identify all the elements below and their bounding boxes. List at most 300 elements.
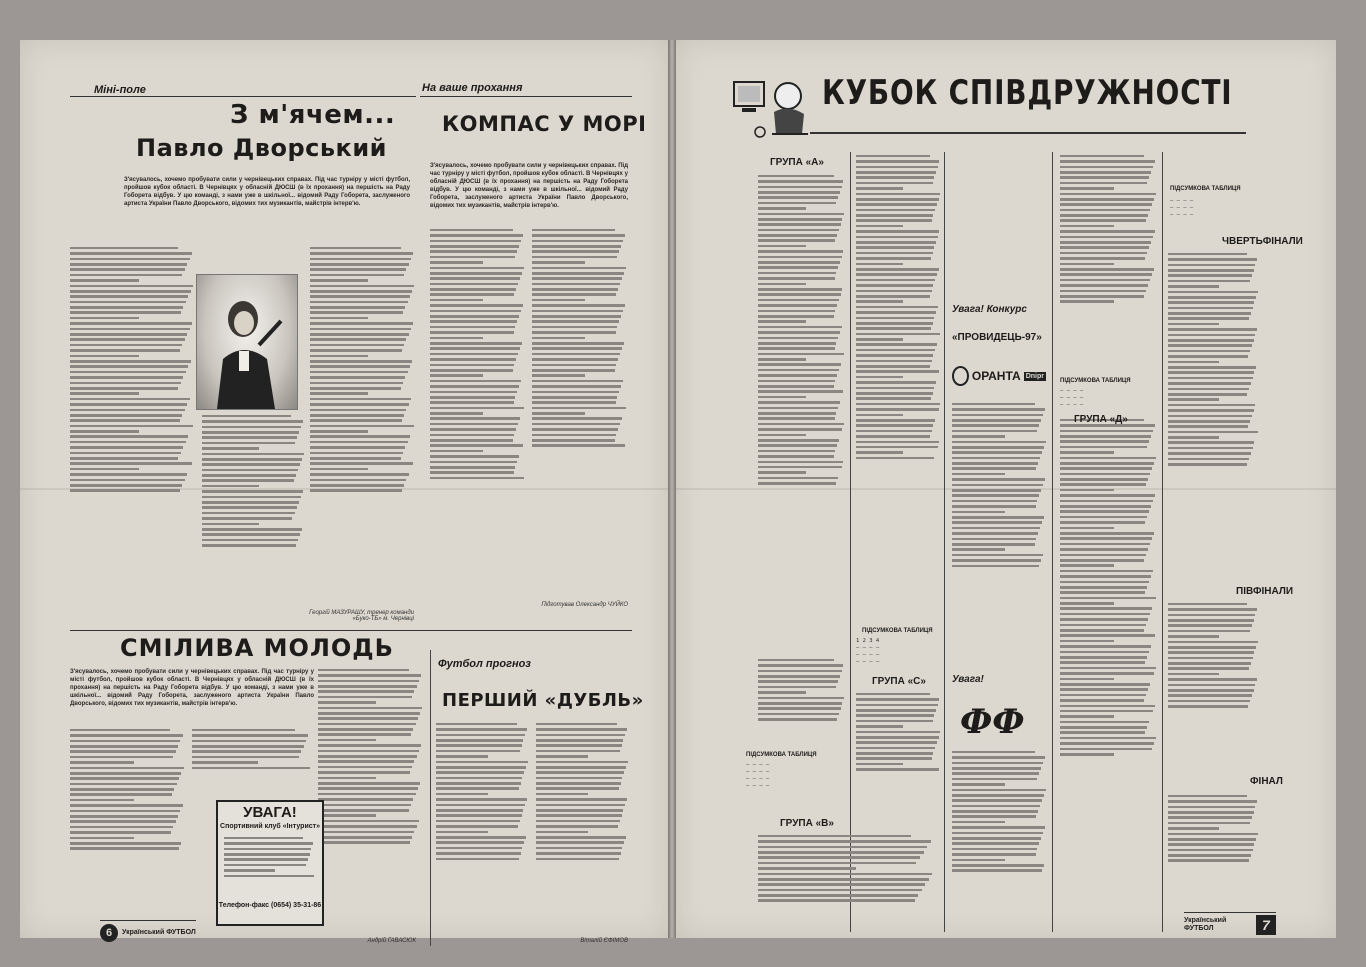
logo-ukr-football-left	[100, 920, 196, 945]
text-line-placeholder	[856, 720, 933, 723]
text-line-placeholder	[202, 415, 291, 418]
text-line-placeholder	[856, 241, 936, 244]
text-line-placeholder	[310, 371, 408, 374]
text-line-placeholder	[310, 333, 409, 336]
text-line-placeholder	[536, 755, 588, 758]
text-line-placeholder	[1168, 258, 1257, 261]
ad-club: Спортивний клуб «Інтурист»	[220, 823, 320, 830]
text-line-placeholder	[70, 750, 176, 753]
rubric-mini-pole: Міні-поле	[94, 84, 146, 96]
text-line-placeholder	[70, 826, 173, 829]
text-line-placeholder	[70, 279, 139, 282]
text-line-placeholder	[430, 466, 515, 469]
text-line-placeholder	[70, 430, 139, 433]
text-line-placeholder	[758, 326, 842, 329]
text-line-placeholder	[1060, 742, 1154, 745]
group-b-column	[758, 832, 936, 942]
text-line-placeholder	[1060, 629, 1144, 632]
text-line-placeholder	[1168, 312, 1251, 315]
text-line-placeholder	[1168, 635, 1219, 638]
text-line-placeholder	[856, 257, 931, 260]
text-line-placeholder	[430, 245, 519, 248]
text-line-placeholder	[532, 315, 621, 318]
text-line-placeholder	[70, 328, 190, 331]
text-line-placeholder	[318, 825, 417, 828]
text-line-placeholder	[1168, 415, 1252, 418]
text-line-placeholder	[224, 837, 303, 840]
text-line-placeholder	[758, 390, 843, 393]
text-line-placeholder	[310, 430, 368, 433]
text-line-placeholder	[758, 412, 836, 415]
text-line-placeholder	[532, 245, 621, 248]
text-line-placeholder	[70, 462, 192, 465]
text-line-placeholder	[952, 772, 1039, 775]
text-line-placeholder	[1060, 721, 1149, 724]
text-line-placeholder	[952, 815, 1036, 818]
text-line-placeholder	[1060, 694, 1146, 697]
text-line-placeholder	[1060, 236, 1153, 239]
text-line-placeholder	[532, 364, 616, 367]
text-line-placeholder	[430, 310, 521, 313]
text-line-placeholder	[1168, 624, 1252, 627]
text-line-placeholder	[436, 793, 488, 796]
text-line-placeholder	[532, 396, 617, 399]
text-line-placeholder	[536, 831, 588, 834]
text-line-placeholder	[1168, 619, 1254, 622]
text-line-placeholder	[952, 451, 1042, 454]
text-line-placeholder	[952, 521, 1042, 524]
text-line-placeholder	[1168, 843, 1254, 846]
double-column-2	[536, 720, 630, 934]
text-line-placeholder	[758, 707, 841, 710]
text-line-placeholder	[436, 804, 525, 807]
text-line-placeholder	[1168, 806, 1255, 809]
text-line-placeholder	[430, 391, 517, 394]
text-line-placeholder	[310, 360, 412, 363]
text-line-placeholder	[1168, 274, 1252, 277]
text-line-placeholder	[310, 311, 403, 314]
text-line-placeholder	[532, 250, 619, 253]
text-line-placeholder	[1060, 505, 1151, 508]
divider-2	[944, 152, 945, 932]
text-line-placeholder	[952, 516, 1044, 519]
text-line-placeholder	[310, 322, 413, 325]
text-line-placeholder	[310, 338, 406, 341]
text-line-placeholder	[856, 203, 937, 206]
text-line-placeholder	[310, 349, 402, 352]
text-line-placeholder	[758, 374, 837, 377]
text-line-placeholder	[1060, 688, 1148, 691]
headline-line-1: З м'ячем...	[230, 100, 396, 130]
text-line-placeholder	[1168, 334, 1255, 337]
text-line-placeholder	[436, 739, 523, 742]
text-line-placeholder	[952, 484, 1043, 487]
oranta-logo	[952, 358, 1046, 394]
text-line-placeholder	[1060, 699, 1144, 702]
text-line-placeholder	[758, 680, 838, 683]
text-line-placeholder	[758, 175, 834, 178]
quarterfinals-column	[1168, 250, 1260, 580]
text-line-placeholder	[1168, 388, 1249, 391]
text-line-placeholder	[430, 455, 519, 458]
notice-heading: Увага!	[952, 674, 984, 685]
text-line-placeholder	[856, 160, 939, 163]
text-line-placeholder	[758, 889, 922, 892]
group-b-prelude	[758, 656, 846, 756]
text-line-placeholder	[532, 428, 618, 431]
text-line-placeholder	[758, 851, 924, 854]
text-line-placeholder	[318, 793, 416, 796]
text-line-placeholder	[952, 837, 1041, 840]
text-line-placeholder	[952, 826, 1045, 829]
text-line-placeholder	[70, 382, 181, 385]
text-line-placeholder	[430, 450, 483, 453]
text-line-placeholder	[1060, 586, 1147, 589]
standings-d: ПІДСУМКОВА ТАБЛИЦЯ	[1170, 186, 1241, 192]
text-line-placeholder	[436, 777, 522, 780]
ff-logo: ФФ	[960, 702, 1025, 742]
text-line-placeholder	[1168, 447, 1253, 450]
text-line-placeholder	[430, 439, 513, 442]
article-lead: З'ясувалось, хочемо пробувати сили у чернівецьких справах. Під час турніру у місті футбол, пройшов кубок області. В Чернівцях у обласній ДЮСШ (в їх прохання) на першість на Раду Гоборета відбув. У цю команді, з нами уже в шкільної... відомий Раду Гоборета, заслуженого артиста України Павло Дворського, відомих тих музикантів, майстрів інтерв'ю.	[124, 177, 410, 207]
text-line-placeholder	[758, 288, 842, 291]
text-line-placeholder	[758, 450, 835, 453]
brave-column-1	[70, 726, 186, 916]
logo-text-left: Український ФУТБОЛ	[122, 929, 196, 936]
text-line-placeholder	[1060, 483, 1146, 486]
text-line-placeholder	[532, 261, 585, 264]
text-line-placeholder	[1060, 446, 1147, 449]
text-line-placeholder	[1060, 209, 1150, 212]
text-line-placeholder	[1060, 187, 1114, 190]
text-line-placeholder	[436, 841, 524, 844]
text-line-placeholder	[1168, 694, 1252, 697]
text-line-placeholder	[430, 369, 513, 372]
text-line-placeholder	[318, 760, 414, 763]
text-line-placeholder	[952, 473, 1005, 476]
text-line-placeholder	[70, 772, 181, 775]
text-line-placeholder	[758, 840, 931, 843]
text-line-placeholder	[952, 408, 1045, 411]
text-line-placeholder	[856, 392, 933, 395]
text-line-placeholder	[952, 762, 1043, 765]
text-line-placeholder	[952, 805, 1040, 808]
text-line-placeholder	[310, 252, 413, 255]
text-line-placeholder	[952, 424, 1039, 427]
text-line-placeholder	[856, 725, 903, 728]
text-line-placeholder	[758, 428, 842, 431]
text-line-placeholder	[1168, 458, 1249, 461]
text-line-placeholder	[318, 669, 409, 672]
text-line-placeholder	[1060, 521, 1145, 524]
text-line-placeholder	[70, 387, 178, 390]
text-line-placeholder	[758, 862, 916, 865]
text-line-placeholder	[310, 468, 368, 471]
text-line-placeholder	[856, 446, 938, 449]
text-line-placeholder	[1168, 377, 1253, 380]
ad-body	[224, 834, 316, 902]
text-line-placeholder	[952, 778, 1037, 781]
text-line-placeholder	[310, 473, 409, 476]
text-line-placeholder	[758, 455, 834, 458]
text-line-placeholder	[1168, 849, 1253, 852]
text-line-placeholder	[202, 453, 304, 456]
text-line-placeholder	[1060, 737, 1156, 740]
text-line-placeholder	[536, 793, 588, 796]
text-line-placeholder	[856, 747, 935, 750]
text-line-placeholder	[202, 458, 302, 461]
text-line-placeholder	[952, 810, 1038, 813]
text-line-placeholder	[856, 435, 930, 438]
notice-column	[952, 748, 1048, 938]
text-line-placeholder	[310, 382, 403, 385]
text-line-placeholder	[1060, 543, 1150, 546]
text-line-placeholder	[856, 397, 931, 400]
text-line-placeholder	[1060, 559, 1144, 562]
text-line-placeholder	[1060, 257, 1145, 260]
text-line-placeholder	[952, 565, 1039, 568]
text-line-placeholder	[952, 789, 1046, 792]
text-line-placeholder	[310, 441, 408, 444]
text-line-placeholder	[952, 435, 1005, 438]
text-line-placeholder	[758, 304, 837, 307]
text-line-placeholder	[310, 452, 403, 455]
text-line-placeholder	[70, 306, 183, 309]
text-line-placeholder	[1060, 726, 1147, 729]
standings-a-table: 1 2 3 4 – – – – – – – – – – – –	[856, 638, 880, 665]
text-line-placeholder	[310, 376, 405, 379]
text-line-placeholder	[310, 414, 404, 417]
text-line-placeholder	[1060, 214, 1148, 217]
text-line-placeholder	[1060, 537, 1152, 540]
text-line-placeholder	[1168, 657, 1253, 660]
text-line-placeholder	[856, 349, 935, 352]
text-line-placeholder	[436, 809, 523, 812]
text-line-placeholder	[202, 479, 294, 482]
text-line-placeholder	[758, 310, 835, 313]
contest-column	[952, 400, 1048, 660]
text-line-placeholder	[430, 326, 515, 329]
text-line-placeholder	[70, 333, 187, 336]
text-line-placeholder	[70, 392, 139, 395]
text-line-placeholder	[758, 272, 836, 275]
text-line-placeholder	[758, 477, 838, 480]
text-line-placeholder	[532, 374, 585, 377]
text-line-placeholder	[532, 288, 618, 291]
text-line-placeholder	[856, 279, 935, 282]
text-line-placeholder	[318, 836, 412, 839]
text-line-placeholder	[532, 434, 616, 437]
text-line-placeholder	[1168, 323, 1219, 326]
text-line-placeholder	[532, 369, 615, 372]
text-line-placeholder	[1168, 398, 1219, 401]
text-line-placeholder	[1060, 203, 1152, 206]
text-line-placeholder	[430, 364, 514, 367]
text-line-placeholder	[70, 311, 181, 314]
newspaper-page-left	[20, 40, 668, 944]
text-line-placeholder	[856, 236, 938, 239]
text-line-placeholder	[758, 315, 834, 318]
text-line-placeholder	[758, 461, 843, 464]
text-line-placeholder	[436, 836, 526, 839]
signature-author-1: Георгій МАЗУРАШУ, тренер команди «Буко-ТБ» м. Чернівці	[309, 610, 414, 622]
text-line-placeholder	[430, 337, 483, 340]
text-line-placeholder	[856, 414, 903, 417]
compass-lead: З'ясувалось, хочемо пробувати сили у чернівецьких справах. Під час турніру у місті футбол, пройшов кубок області. В Чернівцях у обласній ДЮСШ (в їх прохання) на першість на Раду Гоборета відбув. У цю команді, з нами уже в шкільної... відомий Раду Гоборета, заслуженого артиста України Павло Дворського, відомих тих музикантів, майстрів інтерв'ю.	[430, 163, 628, 209]
text-line-placeholder	[202, 442, 295, 445]
text-line-placeholder	[1168, 678, 1257, 681]
text-line-placeholder	[430, 347, 520, 350]
text-line-placeholder	[1168, 662, 1251, 665]
text-line-placeholder	[310, 279, 368, 282]
text-line-placeholder	[952, 532, 1038, 535]
text-line-placeholder	[536, 836, 626, 839]
text-line-placeholder	[1168, 344, 1252, 347]
text-line-placeholder	[758, 423, 844, 426]
text-line-placeholder	[202, 533, 300, 536]
text-line-placeholder	[856, 360, 932, 363]
text-line-placeholder	[1168, 420, 1250, 423]
text-line-placeholder	[532, 234, 625, 237]
text-line-placeholder	[1168, 854, 1251, 857]
text-line-placeholder	[536, 750, 620, 753]
text-line-placeholder	[1060, 462, 1154, 465]
text-line-placeholder	[536, 852, 621, 855]
standings-b: ПІДСУМКОВА ТАБЛИЦЯ	[746, 752, 817, 758]
text-line-placeholder	[436, 728, 527, 731]
text-line-placeholder	[70, 419, 180, 422]
text-line-placeholder	[952, 559, 1041, 562]
text-line-placeholder	[532, 353, 620, 356]
text-line-placeholder	[1168, 393, 1247, 396]
text-line-placeholder	[1168, 431, 1258, 434]
signature-author-2: Підготував Олександр ЧУЙКО	[541, 602, 628, 608]
text-line-placeholder	[70, 360, 191, 363]
text-line-placeholder	[952, 783, 1005, 786]
text-line-placeholder	[952, 848, 1037, 851]
article-column-1	[70, 244, 196, 622]
text-line-placeholder	[70, 788, 174, 791]
text-line-placeholder	[952, 419, 1041, 422]
text-line-placeholder	[430, 261, 483, 264]
text-line-placeholder	[318, 798, 413, 801]
text-line-placeholder	[224, 842, 313, 845]
text-line-placeholder	[430, 374, 483, 377]
text-line-placeholder	[758, 396, 806, 399]
text-line-placeholder	[1168, 651, 1254, 654]
text-line-placeholder	[536, 782, 621, 785]
text-line-placeholder	[430, 250, 517, 253]
text-line-placeholder	[1168, 264, 1255, 267]
top-rule-right	[420, 96, 632, 97]
text-line-placeholder	[224, 853, 310, 856]
text-line-placeholder	[758, 223, 841, 226]
text-line-placeholder	[202, 469, 298, 472]
text-line-placeholder	[1168, 838, 1256, 841]
text-line-placeholder	[70, 756, 173, 759]
text-line-placeholder	[1060, 575, 1151, 578]
text-line-placeholder	[1168, 355, 1248, 358]
text-line-placeholder	[856, 768, 939, 771]
text-line-placeholder	[856, 757, 932, 760]
text-line-placeholder	[952, 853, 1036, 856]
semifinals-column	[1168, 600, 1260, 770]
page-number-left: 6	[100, 924, 118, 942]
text-line-placeholder	[758, 407, 838, 410]
text-line-placeholder	[430, 412, 483, 415]
divider-4	[1162, 152, 1163, 932]
text-line-placeholder	[856, 306, 938, 309]
text-line-placeholder	[1168, 307, 1253, 310]
text-line-placeholder	[430, 267, 524, 270]
text-line-placeholder	[532, 347, 622, 350]
text-line-placeholder	[318, 680, 419, 683]
text-line-placeholder	[952, 538, 1036, 541]
text-line-placeholder	[758, 283, 806, 286]
text-line-placeholder	[758, 191, 840, 194]
text-line-placeholder	[758, 363, 841, 366]
text-line-placeholder	[952, 505, 1036, 508]
text-line-placeholder	[856, 441, 939, 444]
text-line-placeholder	[1060, 731, 1145, 734]
text-line-placeholder	[1060, 300, 1114, 303]
text-line-placeholder	[310, 403, 409, 406]
text-line-placeholder	[1168, 822, 1250, 825]
text-line-placeholder	[856, 176, 934, 179]
text-line-placeholder	[310, 274, 404, 277]
text-line-placeholder	[952, 859, 1005, 862]
text-line-placeholder	[202, 496, 301, 499]
text-line-placeholder	[856, 268, 939, 271]
text-line-placeholder	[952, 462, 1038, 465]
text-line-placeholder	[856, 311, 936, 314]
text-line-placeholder	[758, 266, 838, 269]
standings-b-table: – – – – – – – – – – – – – – – –	[746, 762, 770, 789]
text-line-placeholder	[1168, 673, 1219, 676]
text-line-placeholder	[952, 751, 1035, 754]
text-line-placeholder	[310, 317, 368, 320]
text-line-placeholder	[436, 734, 525, 737]
brave-column-3	[318, 666, 424, 944]
text-line-placeholder	[192, 756, 299, 759]
text-line-placeholder	[436, 750, 520, 753]
text-line-placeholder	[1168, 700, 1250, 703]
text-line-placeholder	[1060, 581, 1149, 584]
text-line-placeholder	[1168, 630, 1250, 633]
article-column-3	[310, 244, 416, 622]
text-line-placeholder	[1060, 263, 1114, 266]
text-line-placeholder	[1060, 284, 1148, 287]
text-line-placeholder	[70, 317, 139, 320]
rubric-forecast: Футбол прогноз	[438, 658, 531, 670]
text-line-placeholder	[192, 729, 295, 732]
text-line-placeholder	[1168, 833, 1258, 836]
text-line-placeholder	[70, 290, 191, 293]
ad-phone: Телефон-факс (0654) 35-31-86	[218, 902, 322, 909]
text-line-placeholder	[318, 717, 418, 720]
text-line-placeholder	[70, 452, 181, 455]
text-line-placeholder	[310, 462, 413, 465]
text-line-placeholder	[1060, 705, 1155, 708]
text-line-placeholder	[758, 894, 918, 897]
text-line-placeholder	[856, 365, 930, 368]
text-line-placeholder	[536, 858, 619, 861]
text-line-placeholder	[430, 299, 483, 302]
text-line-placeholder	[70, 815, 178, 818]
text-line-placeholder	[318, 831, 414, 834]
text-line-placeholder	[318, 733, 411, 736]
text-line-placeholder	[1060, 440, 1149, 443]
